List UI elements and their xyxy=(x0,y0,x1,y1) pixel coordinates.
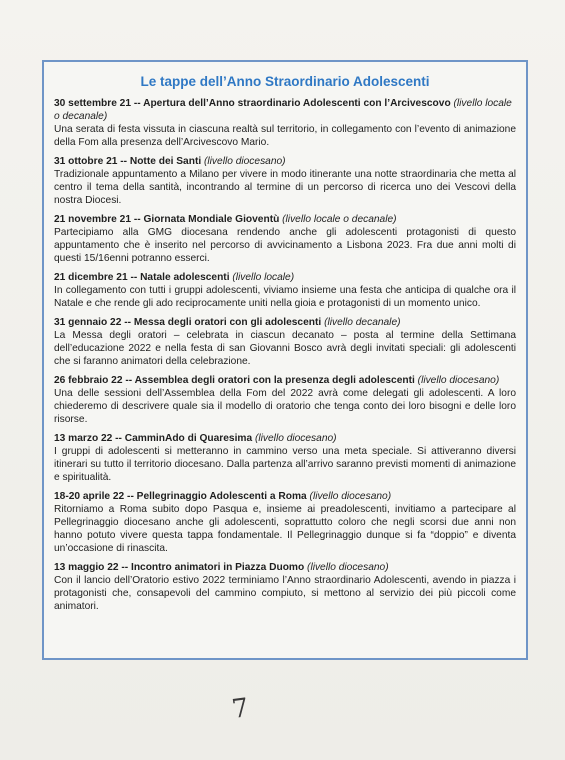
entry-body: Con il lancio dell’Oratorio estivo 2022 terminiamo l’Anno straordinario Adolescenti, avendo in piazza i protagonisti che, consapevoli del cammino compiuto, si mettono al servizio dei più piccoli come animatori. xyxy=(54,575,516,612)
entry-31-ottobre xyxy=(54,155,516,207)
entry-30-settembre xyxy=(54,97,516,149)
entry-level: (livello decanale) xyxy=(324,317,401,328)
page-title: Le tappe dell’Anno Straordinario Adolescenti xyxy=(140,74,430,89)
entry-body: Partecipiamo alla GMG diocesana rendendo anche gli adolescenti protagonisti di questo appuntamento che è inserito nel percorso di avvicinamento a Lisbona 2023. Fra due anni molti di questi 15/16enni potranno esserci. xyxy=(54,227,516,264)
entry-13-maggio xyxy=(54,561,516,613)
entry-18-20-aprile xyxy=(54,490,516,555)
entry-21-novembre xyxy=(54,213,516,265)
entry-31-gennaio xyxy=(54,316,516,368)
entry-body: Tradizionale appuntamento a Milano per vivere in modo itinerante una notte straordinaria che metta al centro il tema della santità, incontrando al termine di un percorso di ricerca uno dei Vescovi della nostra Diocesi. xyxy=(54,169,516,206)
entry-heading xyxy=(54,432,516,445)
entry-head-text: 21 novembre 21 -- Giornata Mondiale Gioventù xyxy=(54,214,280,225)
entry-level: (livello diocesano) xyxy=(309,491,392,502)
entry-heading xyxy=(54,490,516,503)
entry-level: (livello diocesano) xyxy=(204,156,286,167)
entry-heading xyxy=(54,97,516,123)
entry-head-text: 13 marzo 22 -- CamminAdo di Quaresima xyxy=(54,433,253,444)
entry-level: (livello diocesano) xyxy=(307,562,389,573)
entry-head-text: 18-20 aprile 22 -- Pellegrinaggio Adolescenti a Roma xyxy=(54,491,307,502)
entry-body: Una delle sessioni dell’Assemblea della Fom del 2022 avrà come delegati gli adolescenti. A loro chiederemo di descrivere quale sia il modello di oratorio che tenga conto dei loro bisogni e delle loro risorse. xyxy=(54,388,516,425)
entry-level: (livello locale o decanale) xyxy=(282,214,397,225)
page-number: 7 xyxy=(229,692,251,726)
entry-heading xyxy=(54,271,516,284)
entry-body: In collegamento con tutti i gruppi adolescenti, viviamo insieme una festa che anticipa di qualche ora il Natale e che rende gli ado reciprocamente uniti nella gioia e protagonisti di un momento unico. xyxy=(54,285,516,309)
entry-level: (livello diocesano) xyxy=(417,375,500,386)
entry-heading xyxy=(54,316,516,329)
entry-head-text: 13 maggio 22 -- Incontro animatori in Piazza Duomo xyxy=(54,562,305,573)
entry-heading xyxy=(54,155,516,168)
entry-body: La Messa degli oratori – celebrata in ciascun decanato – posta al termine della Settimana dell’educazione 2022 e nella festa di san Giovanni Bosco avrà degli invitati speciali: gli adolescenti che si faranno animatori della celebrazione. xyxy=(54,330,516,367)
entry-level: (livello locale) xyxy=(232,272,295,283)
entry-head-text: 31 ottobre 21 -- Notte dei Santi xyxy=(54,156,202,167)
entry-21-dicembre xyxy=(54,271,516,310)
entry-head-text: 31 gennaio 22 -- Messa degli oratori con gli adolescenti xyxy=(54,317,322,328)
entry-body: Ritorniamo a Roma subito dopo Pasqua e, insieme ai preadolescenti, invitiamo a partecipare al Pellegrinaggio diocesano anche gli adolescenti, soprattutto coloro che negli scorsi due anni non hanno potuto vivere questa tappa fondamentale. Il Pellegrinaggio dunque si fa “doppio” e diventa un’occasione di rinascita. xyxy=(54,504,516,554)
content-frame xyxy=(42,60,528,660)
entry-level: (livello locale o decanale) xyxy=(54,98,512,122)
entry-13-marzo xyxy=(54,432,516,484)
entry-heading xyxy=(54,561,516,574)
entry-level: (livello diocesano) xyxy=(255,433,337,444)
entry-26-febbraio xyxy=(54,374,516,426)
entry-body: Una serata di festa vissuta in ciascuna realtà sul territorio, in collegamento con l’evento di animazione della Fom alla presenza dell’Arcivescovo Mario. xyxy=(54,124,516,148)
entry-head-text: 30 settembre 21 -- Apertura dell’Anno straordinario Adolescenti con l’Arcivescovo xyxy=(54,98,451,109)
entry-head-text: 26 febbraio 22 -- Assemblea degli oratori con la presenza degli adolescenti xyxy=(54,375,415,386)
entry-body: I gruppi di adolescenti si metteranno in cammino verso una meta speciale. Si attiveranno diversi itinerari su tutto il territorio diocesano. Dalla partenza all’arrivo saranno previsti momenti di animazione e spiritualità. xyxy=(54,446,516,483)
entry-head-text: 21 dicembre 21 -- Natale adolescenti xyxy=(54,272,230,283)
entry-heading xyxy=(54,213,516,226)
entry-heading xyxy=(54,374,516,387)
